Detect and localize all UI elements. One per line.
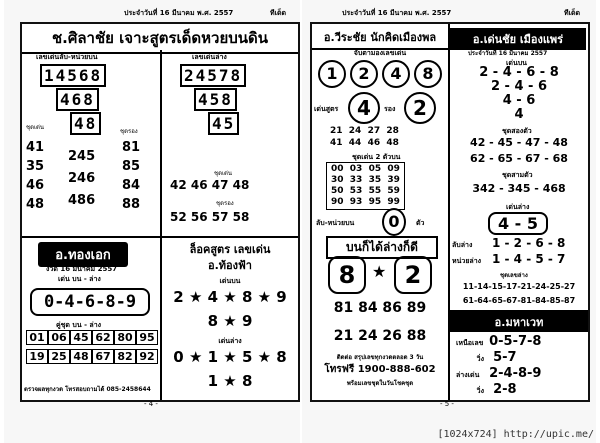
left-main-title: ช.ศิลาชัย เจาะสูตรเด็ดหวยบนดิน [22,26,298,54]
left-col2-item: 245 [68,149,96,164]
right-row-2: 458 [194,88,237,111]
den-bon-label: เด่นบน [506,59,527,67]
circle-number: 4 [382,60,410,88]
weerachai-sub: จับตามองเลขเด่น [353,49,407,57]
lap-label: ลับ-หน่วยบน [316,219,355,227]
denchai-date: ประจำวันที่ 16 มีนาคม 2557 [468,50,548,57]
circle-number: 8 [414,60,442,88]
left-page [4,0,300,443]
den-lang-label: เด่นล่าง [506,203,530,211]
den-bon-row: 2 - 4 - 6 - 8 [479,65,559,80]
left-header-right: ทีเด็ด [270,9,287,17]
maha-row-value: 2-8 [493,382,517,397]
lap-unit: ตัว [416,219,425,227]
big-left-hexagon: 8 [328,256,366,294]
den-label: เด่นสูตร [314,105,339,113]
tong-ek-section [22,238,162,400]
formula-bottom-row1: 0 ★ 1 ★ 5 ★ 8 [173,348,287,366]
left-col-sublabel: เลขเด่นลับ-หน่วยบน [36,53,98,61]
chud-row: 90 93 95 99 [331,197,400,207]
formula-top-row1: 2 ★ 4 ★ 8 ★ 9 [173,288,287,306]
star-icon: ★ [372,262,387,281]
left-col1 [26,138,44,214]
left-col2 [68,146,95,212]
contact-text: ติดต่อ สรุปเลขทุกงวดตลอด 3 วัน [336,354,424,361]
maha-row-label: เหนือเลข [456,339,484,347]
lap-lang-row: 1 - 4 - 5 - 7 [492,252,566,266]
rong-label: รอง [384,105,396,113]
right-chudden-label: ชุดเด่น [214,170,233,177]
lap-bon-row: 1 - 2 - 6 - 8 [492,236,566,250]
den-lang-num: 4 - 5 [488,212,548,235]
left-row-2: 468 [56,88,99,111]
left-col3 [122,138,140,214]
den-circle: 4 [348,92,380,124]
grid-cell: 82 [114,349,136,364]
grid-cell: 48 [70,349,92,364]
watermark-text: [1024x724] http://upic.me/ [437,429,594,440]
right-col-section [162,50,298,236]
right-frame [310,22,590,402]
right-col-sublabel: เลขเด่นล่าง [192,53,227,61]
right-header-right: ทีเด็ด [564,9,581,17]
left-col3-item: 84 [122,178,141,193]
formula-top-label: เด่นบน [219,277,241,285]
formula-name: อ.ท้องฟ้า [208,259,252,272]
right-row-1: 24578 [180,64,246,87]
left-row-3: 48 [70,112,101,135]
chud-song-row-2: 62 - 65 - 67 - 68 [470,152,568,165]
maha-row [456,378,586,397]
chud-song-row-1: 42 - 45 - 47 - 48 [470,136,568,149]
left-col1-item: 46 [26,178,45,193]
bon-title: บนก็ได้ล่างก็ดี [326,236,438,259]
den-bon-row: 2 - 4 - 6 [490,79,548,94]
den-bon-row: 4 - 6 [502,93,536,108]
chud-lang-label: ชุดเลขล่าง [500,272,528,279]
right-page-number: - 5 - [440,400,454,408]
chud-row: 00 03 05 09 [331,164,400,174]
grid-cell: 62 [92,330,114,345]
nums-row-2: 21 24 26 88 [333,328,427,344]
right-row-3: 45 [208,112,239,135]
grid-cell: 95 [136,330,158,345]
right-chudrong-values: 52 56 57 58 [170,210,250,224]
denchai-title: อ.เด่นชัย เมืองแพร่ [450,28,586,50]
tong-ek-main: 0-4-6-8-9 [30,288,150,316]
circle-number: 1 [318,60,346,88]
grid-cell: 19 [26,349,48,364]
left-col2-item: 246 [68,171,96,186]
grid-cell: 06 [48,330,70,345]
left-col-section [22,50,162,236]
maha-row-value: 2-4-8-9 [489,366,542,381]
grid-cell: 45 [70,330,92,345]
left-col1-item: 48 [26,197,45,212]
maha-row-label: วิ่ง [476,355,484,363]
right-header-date: ประจำวันที่ 16 มีนาคม พ.ศ. 2557 [342,9,452,17]
pairs-row-1: 21 24 27 28 [330,126,399,136]
weerachai-section [312,24,450,400]
lap-circle: 0 [382,208,406,236]
chud-row: 30 33 35 39 [331,175,400,185]
footer-note: พร้อมเลขชุดในวันโชคชุด [346,380,414,387]
grid-cell: 80 [114,330,136,345]
left-col3-item: 81 [122,140,141,155]
left-row-1: 14568 [40,64,106,87]
chud-table [326,162,405,210]
circle-number: 2 [350,60,378,88]
formula-bottom-row2: 1 ★ 8 [207,372,253,390]
grid-cell: 01 [26,330,48,345]
lap-lang-label: หน่วยล่าง [452,257,482,265]
chud-label: ชุดเด่น 2 ตัวบน [352,153,401,161]
tong-ek-date: งวด 16 มีนาคม 2557 [46,265,118,273]
maha-row-label: ล่างเด่น [456,371,480,379]
pairs-row-2: 41 44 46 48 [330,138,399,148]
maha-title: อ.มหาเวท [450,312,588,332]
circles-row [318,60,442,88]
maha-row-value: 0-5-7-8 [489,334,542,349]
tong-ek-grid [26,330,158,364]
right-chudden-values: 42 46 47 48 [170,178,250,192]
chud-lang-row-2: 61-64-65-67-81-84-85-87 [462,296,576,305]
left-col1-item: 41 [26,140,45,155]
grid-row-2 [26,349,158,364]
denchai-section [450,24,588,400]
left-header-date: ประจำวันที่ 16 มีนาคม พ.ศ. 2557 [124,9,234,17]
chud-lang-row-1: 11-14-15-17-21-24-25-27 [462,282,576,291]
rong-circle: 2 [404,92,436,124]
chud-song-label: ชุดสองตัว [502,127,532,135]
left-col1-item: 35 [26,159,45,174]
formula-top-row2: 8 ★ 9 [207,312,253,330]
maha-row-value: 5-7 [493,350,517,365]
right-page [302,0,596,443]
left-col3-item: 85 [122,159,141,174]
tong-ek-sub: เด่น บน - ล่าง [58,275,101,283]
weerachai-title: อ.วีระชัย นักคิดเมืองพล [312,28,448,50]
tong-ek-sub2: คู่ชุด บน - ล่าง [56,321,102,329]
grid-cell: 92 [136,349,158,364]
left-col2-item: 486 [68,193,96,208]
left-chudden-label: ชุดเด่น [26,124,45,131]
grid-cell: 25 [48,349,70,364]
phone-number: โทรฟรี 1900-888-602 [324,364,436,375]
nums-row-1: 81 84 86 89 [333,300,427,316]
chud-sam-label: ชุดสามตัว [502,171,533,179]
lap-bon-label: ลับล่าง [452,241,473,249]
left-col3-item: 88 [122,197,141,212]
chud-sam-row: 342 - 345 - 468 [472,182,566,195]
left-chudrong-label: ชุดรอง [120,128,138,135]
left-page-number: - 4 - [144,400,158,408]
big-right-hexagon: 2 [394,256,432,294]
formula-title: ล็อคสูตร เลขเด่น [189,243,271,256]
formula-section [162,238,298,400]
maha-row-label: วิ่ง [476,387,484,395]
grid-cell: 67 [92,349,114,364]
right-chudrong-label: ชุดรอง [216,200,234,207]
tong-ek-footer: ตรวจผลทุกงวด โทรสอบถามได้ 085-2458644 [24,386,151,393]
grid-row-1 [26,330,158,345]
tong-ek-title: อ.ทองเอก [38,242,128,267]
den-bon-row: 4 [514,107,524,122]
chud-row: 50 53 55 59 [331,186,400,196]
formula-bottom-label: เด่นล่าง [218,337,242,345]
maha-section [450,310,588,402]
den-bon-rows [450,66,588,122]
left-frame [20,22,300,402]
